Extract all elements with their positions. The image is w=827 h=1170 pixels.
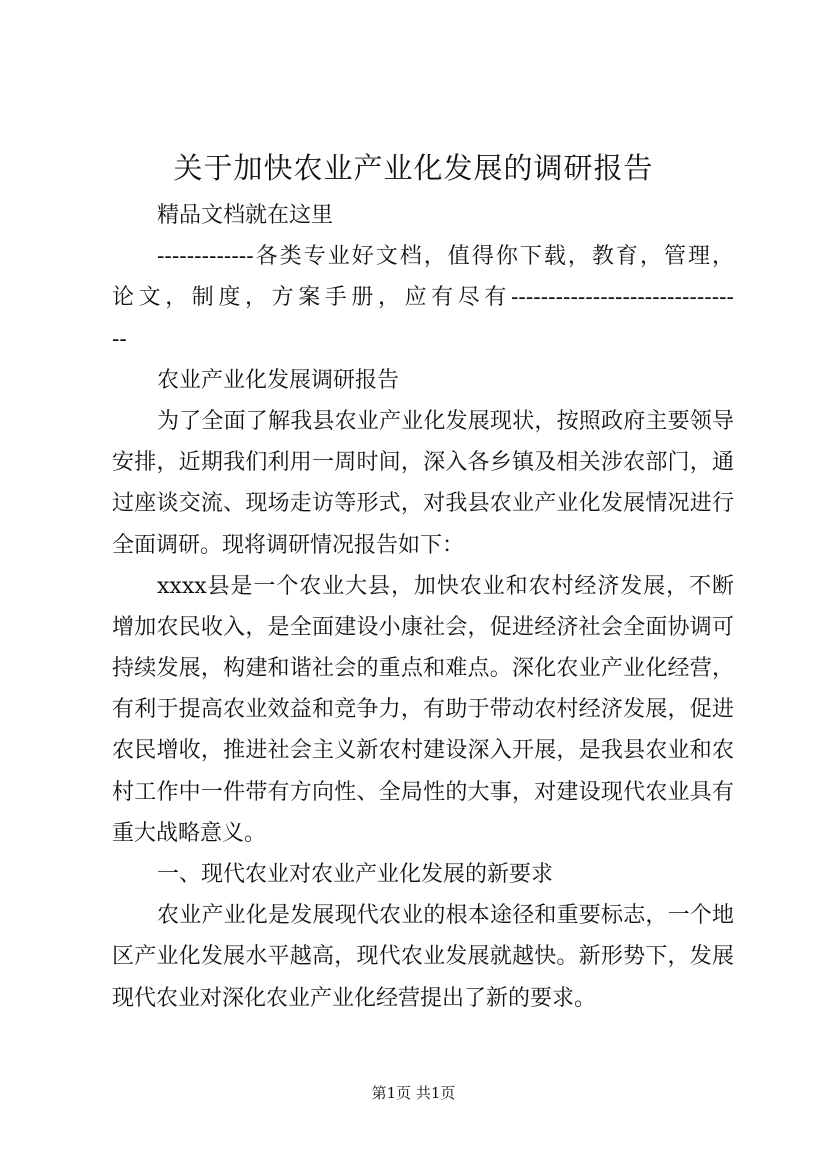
page-footer: 第1页 共1页	[371, 1084, 456, 1102]
text-line: 论文，制度，方案手册，应有尽有------------------------------	[112, 285, 734, 311]
text-line: 增加农民收入，是全面建设小康社会，促进经济社会全面协调可	[112, 614, 734, 640]
text-line: 村工作中一件带有方向性、全局性的大事，对建设现代农业具有	[112, 779, 734, 805]
section-heading: 农业产业化发展调研报告	[157, 367, 400, 393]
text-line: 重大战略意义。	[112, 820, 267, 846]
text-line: 过座谈交流、现场走访等形式，对我县农业产业化发展情况进行	[112, 491, 734, 517]
text-line: 农业产业化是发展现代农业的根本途径和重要标志，一个地	[157, 903, 734, 929]
text-line: xxxx县是一个农业大县，加快农业和农村经济发展，不断	[157, 573, 734, 599]
section-heading: 一、现代农业对农业产业化发展的新要求	[157, 862, 554, 887]
document-title: 关于加快农业产业化发展的调研报告	[173, 151, 654, 185]
text-line: 为了全面了解我县农业产业化发展现状，按照政府主要领导	[157, 408, 734, 434]
text-line: 安排，近期我们利用一周时间，深入各乡镇及相关涉农部门，通	[112, 450, 734, 476]
text-line: 全面调研。现将调研情况报告如下：	[112, 532, 465, 558]
document-body	[112, 195, 734, 1019]
text-line: 持续发展，构建和谐社会的重点和难点。深化农业产业化经营，	[112, 656, 734, 682]
text-line: 农民增收，推进社会主义新农村建设深入开展，是我县农业和农	[112, 738, 734, 764]
text-line: 精品文档就在这里	[157, 203, 334, 228]
text-line: 有利于提高农业效益和竞争力，有助于带动农村经济发展，促进	[112, 697, 734, 723]
text-line: --	[112, 326, 127, 352]
text-line: 现代农业对深化农业产业化经营提出了新的要求。	[112, 985, 597, 1011]
text-line: 区产业化发展水平越高，现代农业发展就越快。新形势下，发展	[112, 944, 734, 970]
text-line: -------------各类专业好文档，值得你下载，教育，管理，	[157, 244, 734, 270]
